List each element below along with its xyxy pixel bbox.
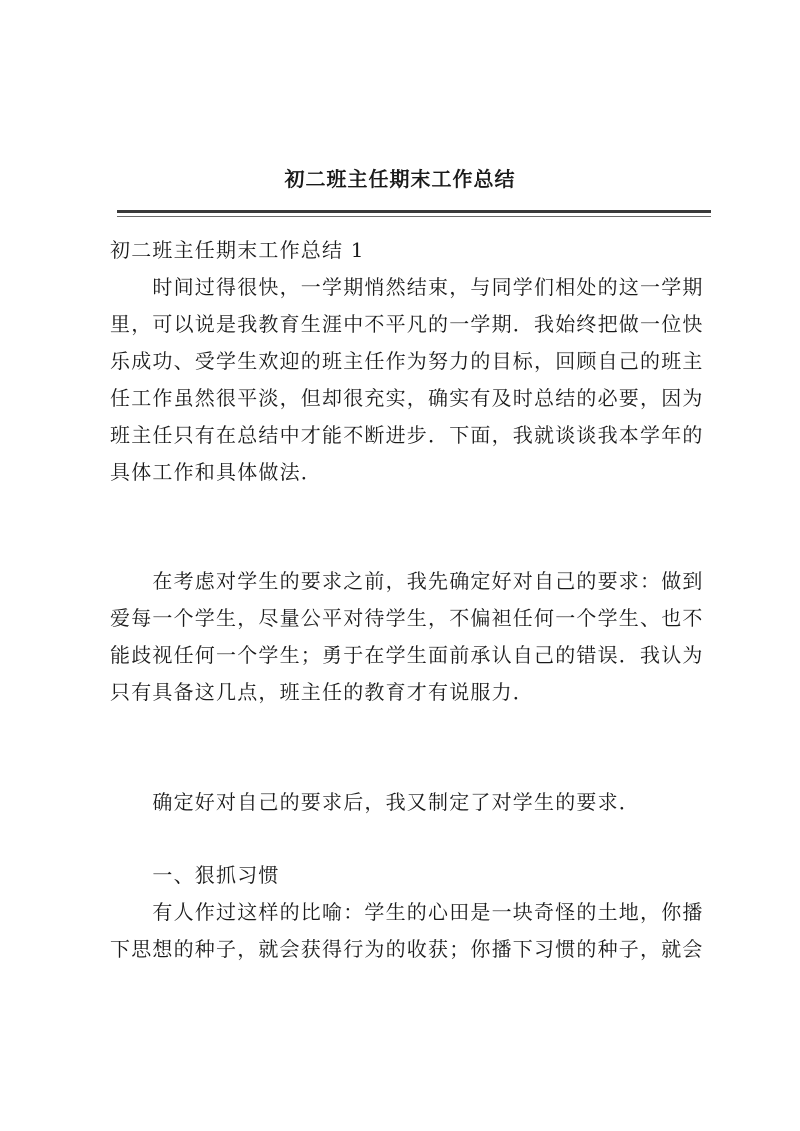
body-line: 里，可以说是我教育生涯中不平凡的一学期．我始终把做一位快 xyxy=(110,312,704,336)
title-divider-thin xyxy=(117,216,711,217)
body-line: 一、狠抓习惯 xyxy=(110,863,280,887)
body-line: 下思想的种子，就会获得行为的收获；你播下习惯的种子，就会 xyxy=(110,937,704,961)
body-line: 在考虑对学生的要求之前，我先确定好对自己的要求：做到 xyxy=(110,569,704,593)
body-line: 爱每一个学生，尽量公平对待学生，不偏袒任何一个学生、也不 xyxy=(110,606,704,630)
document-title: 初二班主任期末工作总结 xyxy=(284,167,516,191)
body-line: 班主任只有在总结中才能不断进步．下面，我就谈谈我本学年的 xyxy=(110,423,704,447)
title-divider-thick xyxy=(117,210,711,213)
body-line: 有人作过这样的比喻：学生的心田是一块奇怪的土地，你播 xyxy=(110,900,704,924)
body-line: 时间过得很快，一学期悄然结束，与同学们相处的这一学期 xyxy=(110,275,704,299)
body-line: 任工作虽然很平淡，但却很充实，确实有及时总结的必要，因为 xyxy=(110,386,704,410)
body-line: 确定好对自己的要求后，我又制定了对学生的要求． xyxy=(110,790,640,814)
body-line: 乐成功、受学生欢迎的班主任作为努力的目标，回顾自己的班主 xyxy=(110,349,704,373)
body-line: 能歧视任何一个学生；勇于在学生面前承认自己的错误．我认为 xyxy=(110,643,704,667)
body-line: 只有具备这几点，班主任的教育才有说服力． xyxy=(110,680,534,704)
section-heading: 初二班主任期末工作总结 1 xyxy=(110,238,365,262)
body-line: 具体工作和具体做法． xyxy=(110,460,322,484)
